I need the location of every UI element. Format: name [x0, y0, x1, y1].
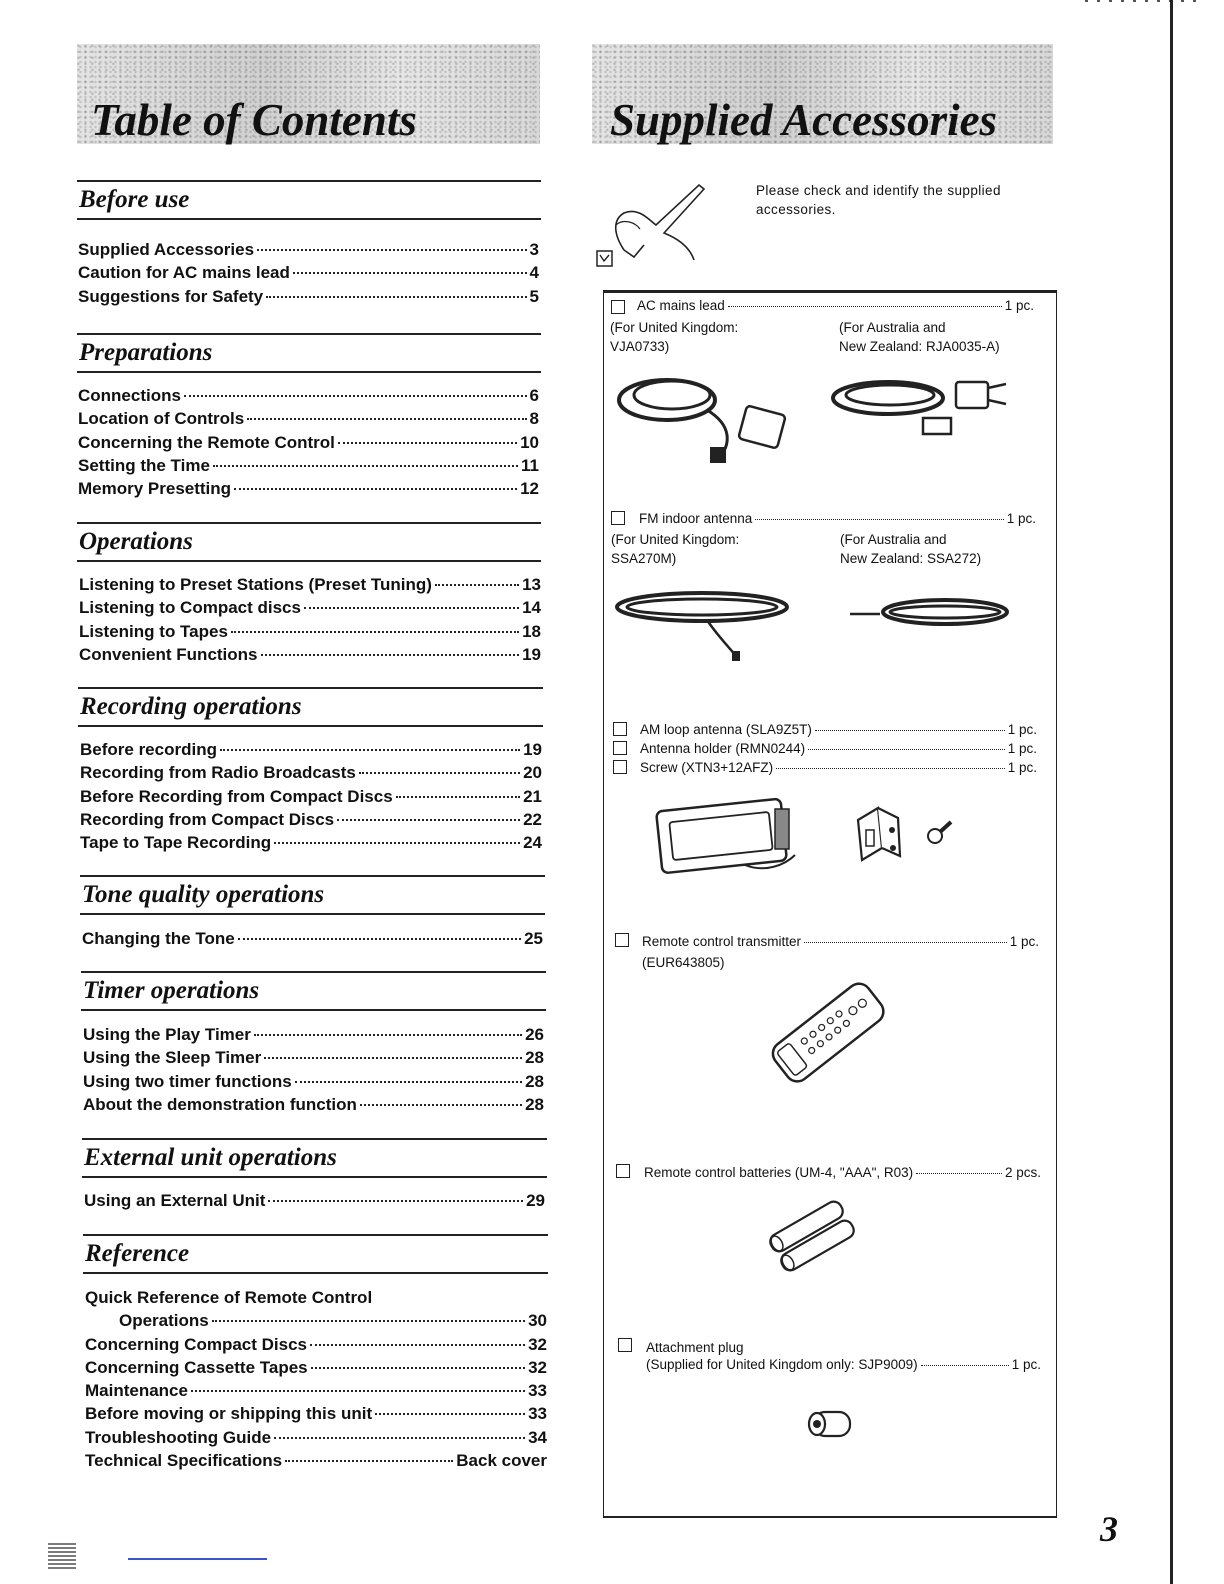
- toc-title: Table of Contents: [91, 95, 417, 145]
- toc-entry[interactable]: [85, 1428, 547, 1451]
- fm-uk-label: (For United Kingdom:: [611, 532, 740, 547]
- leader-dots: [191, 1390, 525, 1392]
- toc-entry[interactable]: [78, 433, 539, 456]
- attachment-plug-illustration: [804, 1408, 856, 1440]
- entry-title: Troubleshooting Guide: [85, 1427, 272, 1447]
- entry-title: Listening to Preset Stations (Preset Tuning): [79, 575, 432, 594]
- section-heading: External unit operations: [82, 1138, 547, 1178]
- entry-page: 13: [522, 575, 541, 594]
- toc-entry[interactable]: [83, 1048, 544, 1071]
- entry-page: 28: [525, 1094, 544, 1114]
- acc-name: Antenna holder (RMN0244): [640, 741, 806, 756]
- ac-lead-au-illustration: [828, 370, 1018, 440]
- top-edge-marks: [1085, 0, 1205, 2]
- remote-code: (EUR643805): [642, 955, 725, 970]
- entry-title: Tape to Tape Recording: [80, 833, 272, 853]
- entry-title: Listening to Tapes: [79, 621, 228, 641]
- leader-dots: [304, 607, 519, 609]
- toc-banner: [77, 44, 540, 144]
- entry-title: About the demonstration function: [83, 1094, 357, 1114]
- accessories-banner: [592, 44, 1053, 144]
- leader-dots: [254, 1034, 522, 1036]
- acc-item-screw: [640, 760, 1037, 775]
- entry-title: Recording from Compact Discs: [80, 809, 335, 829]
- entry-title: Using the Sleep Timer: [83, 1048, 262, 1068]
- toc-entry[interactable]: [78, 386, 539, 409]
- leader-dots: [220, 749, 520, 751]
- entry-title: Concerning Cassette Tapes: [85, 1357, 308, 1377]
- acc-qty: 1 pc.: [1011, 1357, 1041, 1372]
- leader-dots: [728, 306, 1002, 307]
- leader-dots: [238, 938, 521, 940]
- fm-au-label: (For Australia and: [840, 532, 947, 547]
- toc-entry[interactable]: [83, 1072, 544, 1095]
- acc-qty: 1 pc.: [1004, 298, 1034, 313]
- toc-entry[interactable]: [80, 810, 542, 833]
- section-entries: [78, 240, 539, 310]
- acc-qty: 1 pc.: [1009, 934, 1039, 949]
- acc-name: AM loop antenna (SLA9Z5T): [640, 722, 812, 737]
- toc-entry[interactable]: [78, 287, 539, 310]
- plug-name: Attachment plug: [646, 1340, 744, 1355]
- toc-entry[interactable]: [79, 598, 541, 621]
- entry-title: Suggestions for Safety: [78, 286, 264, 306]
- scan-artifact: [48, 1543, 76, 1569]
- acc-name: Remote control batteries (UM-4, "AAA", R03): [644, 1165, 914, 1180]
- ac-uk-label: (For United Kingdom:: [610, 320, 739, 335]
- leader-dots: [231, 631, 519, 633]
- am-loop-antenna-illustration: [655, 795, 800, 875]
- leader-dots: [815, 730, 1005, 731]
- toc-entry[interactable]: [85, 1288, 547, 1311]
- checkbox-am-loop-antenna[interactable]: [613, 722, 627, 736]
- remote-control-illustration: [760, 975, 890, 1095]
- batteries-illustration: [760, 1198, 865, 1273]
- entry-title: Before moving or shipping this unit: [85, 1404, 373, 1424]
- leader-dots: [755, 519, 1003, 520]
- leader-dots: [776, 768, 1005, 769]
- section-entries: [78, 386, 539, 502]
- leader-dots: [268, 1200, 523, 1202]
- section-entries: [80, 740, 542, 856]
- entry-page: 19: [523, 740, 542, 759]
- acc-qty: 1 pc.: [1007, 741, 1037, 756]
- toc-entry[interactable]: [83, 1025, 544, 1048]
- entry-page: 3: [529, 240, 539, 259]
- entry-page: 19: [522, 644, 541, 664]
- toc-entry[interactable]: [85, 1404, 547, 1427]
- acc-qty: 1 pc.: [1007, 760, 1037, 775]
- leader-dots: [337, 819, 520, 821]
- leader-dots: [266, 296, 526, 298]
- entry-page: Back cover: [456, 1451, 547, 1471]
- section-entries: [79, 575, 541, 668]
- acc-item-ac: [637, 298, 1034, 313]
- leader-dots: [435, 584, 519, 586]
- entry-page: 20: [523, 763, 542, 783]
- entry-title: Using the Play Timer: [83, 1025, 251, 1044]
- entry-page: 24: [523, 833, 542, 853]
- leader-dots: [804, 942, 1007, 943]
- leader-dots: [285, 1460, 453, 1462]
- entry-page: 28: [525, 1071, 544, 1091]
- acc-name: (Supplied for United Kingdom only: SJP9009): [646, 1357, 918, 1372]
- leader-dots: [212, 1320, 525, 1322]
- toc-entry[interactable]: [78, 456, 539, 479]
- leader-dots: [295, 1081, 522, 1083]
- leader-dots: [396, 796, 520, 798]
- leader-dots: [247, 418, 526, 420]
- antenna-holder-illustration: [848, 800, 908, 870]
- entry-page: 34: [528, 1427, 547, 1447]
- entry-title: Memory Presetting: [78, 479, 232, 499]
- section-heading: Timer operations: [81, 971, 546, 1011]
- leader-dots: [261, 654, 520, 656]
- section-entries: [85, 1288, 547, 1474]
- toc-entry[interactable]: [85, 1358, 547, 1381]
- leader-dots: [916, 1173, 1002, 1174]
- fm-antenna-au-illustration: [850, 592, 1010, 637]
- entry-title: Operations: [119, 1311, 209, 1331]
- entry-title: Before recording: [80, 740, 217, 759]
- leader-dots: [311, 1367, 525, 1369]
- entry-title: Quick Reference of Remote Control: [85, 1288, 373, 1307]
- entry-page: 22: [523, 809, 542, 829]
- leader-dots: [264, 1057, 522, 1059]
- entry-page: 32: [528, 1357, 547, 1377]
- entry-page: 18: [522, 621, 541, 641]
- entry-page: 32: [528, 1334, 547, 1354]
- accessories-title: Supplied Accessories: [610, 95, 998, 145]
- toc-entry[interactable]: [78, 409, 539, 432]
- entry-page: 33: [528, 1404, 547, 1424]
- toc-entry[interactable]: [85, 1451, 547, 1474]
- toc-entry[interactable]: [83, 1095, 544, 1118]
- entry-page: 8: [529, 409, 539, 429]
- entry-title: Concerning the Remote Control: [78, 432, 335, 452]
- toc-entry[interactable]: [82, 929, 543, 952]
- section-entries: [84, 1191, 545, 1214]
- entry-title: Recording from Radio Broadcasts: [80, 763, 356, 783]
- leader-dots: [310, 1344, 525, 1346]
- entry-title: Setting the Time: [78, 455, 210, 475]
- toc-entry[interactable]: [78, 263, 539, 286]
- toc-entry[interactable]: [78, 240, 539, 263]
- toc-entry[interactable]: [80, 833, 542, 856]
- fm-uk-code: SSA270M): [611, 551, 677, 566]
- entry-page: 29: [526, 1191, 545, 1210]
- entry-page: 25: [524, 929, 543, 948]
- entry-title: Supplied Accessories: [78, 240, 255, 259]
- toc-entry[interactable]: [79, 622, 541, 645]
- entry-title: Using an External Unit: [84, 1191, 266, 1210]
- entry-title: Caution for AC mains lead: [78, 263, 290, 283]
- fm-antenna-uk-illustration: [612, 585, 792, 665]
- section-heading: Preparations: [77, 333, 541, 373]
- section-heading: Tone quality operations: [80, 875, 545, 915]
- checkbox-batteries[interactable]: [616, 1164, 630, 1178]
- toc-entry[interactable]: [80, 740, 542, 763]
- pen-hand-illustration: [594, 175, 724, 275]
- entry-title: Changing the Tone: [82, 929, 235, 948]
- section-entries: [82, 929, 543, 952]
- page-edge-rule: [1170, 0, 1173, 1584]
- acc-name: Screw (XTN3+12AFZ): [640, 760, 774, 775]
- leader-dots: [213, 465, 518, 467]
- entry-page: 6: [529, 386, 539, 405]
- acc-item-plug: [646, 1357, 1041, 1372]
- toc-entry[interactable]: [84, 1191, 545, 1214]
- leader-dots: [274, 842, 520, 844]
- entry-title: Using two timer functions: [83, 1071, 292, 1091]
- leader-dots: [360, 1104, 522, 1106]
- entry-title: Listening to Compact discs: [79, 598, 301, 618]
- section-heading: Recording operations: [78, 687, 543, 727]
- entry-page: 10: [520, 432, 539, 452]
- page-number: 3: [1100, 1509, 1118, 1549]
- leader-dots: [359, 772, 520, 774]
- entry-title: Before Recording from Compact Discs: [80, 786, 393, 806]
- leader-dots: [184, 395, 527, 397]
- checkbox-screw[interactable]: [613, 760, 627, 774]
- checkbox-ac-mains-lead[interactable]: [611, 300, 625, 314]
- toc-entry[interactable]: [79, 645, 541, 668]
- acc-qty: 1 pc.: [1006, 511, 1036, 526]
- leader-dots: [257, 249, 526, 251]
- section-heading: Operations: [77, 522, 541, 562]
- acc-item-fm: [639, 511, 1036, 526]
- checkbox-fm-antenna[interactable]: [611, 511, 625, 525]
- entry-page: 11: [521, 455, 539, 475]
- checkbox-attachment-plug[interactable]: [618, 1338, 632, 1352]
- entry-page: 21: [523, 786, 542, 806]
- leader-dots: [921, 1365, 1009, 1366]
- leader-dots: [375, 1413, 525, 1415]
- ac-au-label: (For Australia and: [839, 320, 946, 335]
- entry-title: Concerning Compact Discs: [85, 1334, 307, 1354]
- toc-entry[interactable]: [80, 787, 542, 810]
- entry-page: 28: [525, 1048, 544, 1068]
- toc-entry[interactable]: [79, 575, 541, 598]
- checkbox-remote-control[interactable]: [615, 933, 629, 947]
- leader-dots: [293, 272, 527, 274]
- acc-item-remote: [642, 934, 1039, 949]
- section-heading: Reference: [83, 1234, 548, 1274]
- fm-au-code: New Zealand: SSA272): [840, 551, 982, 566]
- entry-page: 14: [522, 598, 541, 618]
- acc-qty: 1 pc.: [1007, 722, 1037, 737]
- acc-name: AC mains lead: [637, 298, 725, 313]
- accessories-box: [603, 290, 1057, 1518]
- acc-item-holder: [640, 741, 1037, 756]
- entry-page: 33: [528, 1381, 547, 1401]
- leader-dots: [234, 488, 517, 490]
- section-entries: [83, 1025, 544, 1118]
- entry-title: Connections: [78, 386, 181, 405]
- toc-entry[interactable]: [85, 1381, 547, 1404]
- screw-illustration: [925, 818, 955, 846]
- ac-au-code: New Zealand: RJA0035-A): [839, 339, 1000, 354]
- checkbox-antenna-holder[interactable]: [613, 741, 627, 755]
- acc-item-batteries: [644, 1165, 1041, 1180]
- footer-rule: [128, 1558, 267, 1560]
- leader-dots: [808, 749, 1005, 750]
- entry-title: Maintenance: [85, 1381, 188, 1401]
- acc-item-am: [640, 722, 1037, 737]
- entry-page: 12: [520, 479, 539, 499]
- ac-uk-code: VJA0733): [610, 339, 670, 354]
- leader-dots: [338, 442, 517, 444]
- acc-name: FM indoor antenna: [639, 511, 753, 526]
- ac-lead-uk-illustration: [612, 365, 792, 470]
- section-heading: Before use: [77, 180, 541, 220]
- toc-entry[interactable]: [80, 763, 542, 786]
- leader-dots: [274, 1437, 525, 1439]
- entry-page: 26: [525, 1025, 544, 1044]
- entry-title: Technical Specifications: [85, 1451, 283, 1471]
- entry-title: Convenient Functions: [79, 644, 258, 664]
- intro-text: Please check and identify the supplied accessories.: [756, 183, 1001, 217]
- acc-qty: 2 pcs.: [1004, 1165, 1041, 1180]
- entry-page: 4: [529, 263, 539, 283]
- entry-page: 30: [528, 1311, 547, 1331]
- toc-entry[interactable]: [78, 479, 539, 502]
- acc-name: Remote control transmitter: [642, 934, 802, 949]
- toc-entry[interactable]: [85, 1335, 547, 1358]
- entry-page: 5: [529, 286, 539, 306]
- toc-entry[interactable]: [85, 1311, 547, 1334]
- entry-title: Location of Controls: [78, 409, 245, 429]
